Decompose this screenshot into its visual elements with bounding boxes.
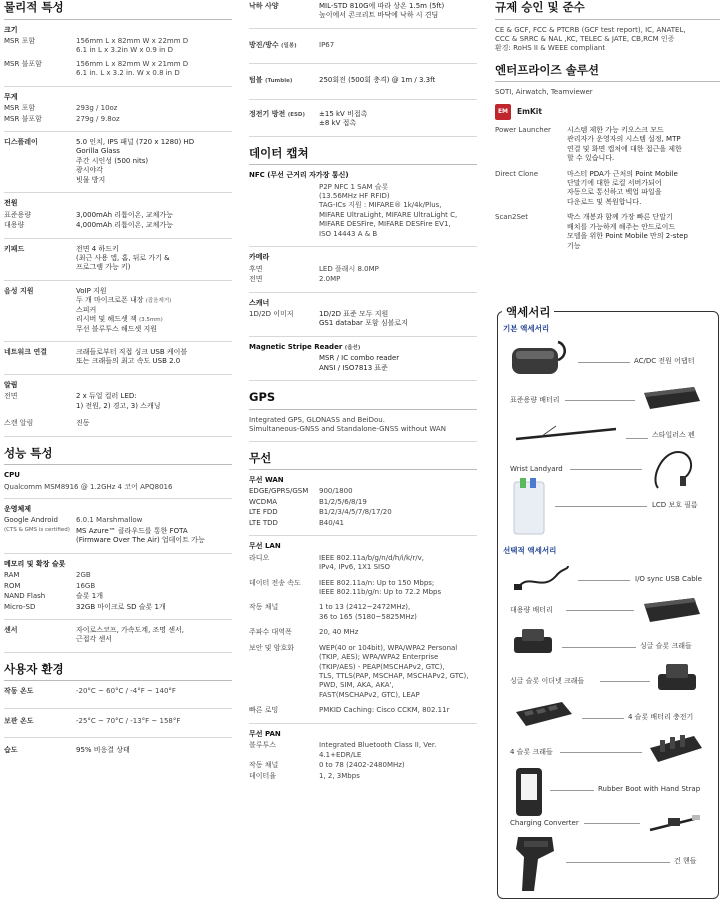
mem-rom-val: 16GB	[76, 581, 96, 590]
ip-label-note: (밀봉)	[281, 42, 297, 49]
capture-title: 데이터 캡쳐	[249, 143, 477, 166]
acc-battery: 표준용량 배터리	[510, 396, 560, 404]
lan-sec-val6: FAST(MSCHAPv2, GTC), LEAP	[319, 690, 420, 699]
acc-gun: 건 핸들	[674, 857, 697, 865]
pan-head: 무선 PAN	[249, 729, 281, 738]
lan-sec-val1: WEP(40 or 104bit), WPA/WPA2 Personal	[319, 643, 458, 652]
mem-sd-label: Micro-SD	[4, 602, 36, 611]
acc-usb: I/O sync USB Cable	[635, 575, 702, 583]
battery-image	[640, 385, 702, 411]
film-image	[512, 478, 548, 536]
mem-nand-label: NAND Flash	[4, 592, 46, 601]
display-val4: 광시야각	[76, 166, 104, 175]
display-group	[4, 138, 232, 193]
tumble-label: 텀블	[249, 76, 263, 85]
stylus-leader-line	[626, 438, 648, 439]
msr-head-note: (옵션)	[344, 344, 361, 351]
pl-val2: 관리자가 운영자의 시스템 설정, MTP	[567, 135, 681, 144]
pan-label1: 블루투스	[249, 741, 277, 750]
physical-title: 물리적 특성	[4, 0, 232, 20]
notif-scan-label: 스캔 알림	[4, 419, 34, 428]
msr-val1: MSR / IC combo reader	[319, 354, 400, 363]
wan-head: 무선 WAN	[249, 476, 284, 485]
audio-val4-note: (3.5mm)	[139, 317, 163, 324]
cpu-group	[4, 471, 232, 499]
reg-title: 규제 승인 및 준수	[495, 0, 720, 20]
tumble-label-note: (Tumble)	[264, 78, 293, 85]
wan-label4: LTE TDD	[249, 518, 278, 527]
pan-label2: 작동 채널	[249, 761, 279, 770]
conv-image	[646, 812, 702, 836]
lan-radio-val1: IEEE 802.11a/b/g/n/d/h/i/k/r/v,	[319, 553, 425, 562]
wan-val2: B1/2/5/6/8/19	[319, 497, 367, 506]
os-val3: (Firmware Over The Air) 업데이트 가능	[76, 536, 205, 545]
nfc-val5: MIFARE DESFire, MIFARE DESFire EV1,	[319, 220, 451, 229]
dc-label: Direct Clone	[495, 169, 539, 178]
bigbat-image	[640, 596, 702, 624]
audio-val1: VoIP 지원	[76, 286, 107, 295]
column-right	[495, 0, 720, 257]
lan-radio-val2: IPv4, IPv6, 1X1 SISO	[319, 563, 391, 572]
lan-rate-val1: IEEE 802.11a/n: Up to 150 Mbps;	[319, 578, 435, 587]
gps-val1: Integrated GPS, GLONASS and BeiDou.	[249, 415, 385, 424]
memory-group	[4, 560, 232, 620]
nfc-head: NFC (무선 근거리 자가장 통신)	[249, 171, 349, 180]
wireless-title: 무선	[249, 448, 477, 471]
msr-head: Magnetic Stripe Reader	[249, 342, 343, 351]
scan2set-row	[495, 213, 720, 251]
column-middle	[249, 0, 477, 794]
esd-label-note: (ESD)	[287, 111, 305, 118]
audio-label: 음성 지원	[4, 286, 34, 295]
lanyard-image	[648, 448, 698, 494]
audio-val4: 리시버 및 헤드셋 잭	[76, 315, 139, 324]
s2s-val4: 기능	[567, 241, 581, 250]
audio-group	[4, 287, 232, 342]
acc-film: LCD 보호 필름	[652, 501, 698, 509]
drop-label: 낙하 사양	[249, 2, 279, 10]
esd-group	[249, 106, 477, 137]
gun-image	[512, 833, 560, 895]
cradle1-leader-line	[562, 647, 636, 648]
acc-lanyard: Wrist Landyard	[510, 465, 563, 473]
film-leader-line	[555, 506, 647, 507]
perf-title: 성능 특성	[4, 443, 232, 466]
mem-ram-label: RAM	[4, 571, 20, 580]
power-large-val: 4,000mAh 리튬이온, 교체가능	[76, 221, 173, 230]
scan-label: 1D/2D 이미저	[249, 309, 294, 318]
ent-val: SOTI, Airwatch, Teamviewer	[495, 88, 593, 97]
wan-val4: B40/41	[319, 518, 344, 527]
os-group	[4, 505, 232, 554]
humid-group	[4, 746, 232, 764]
mem-nand-val: 슬롯 1개	[76, 592, 103, 601]
power-group	[4, 199, 232, 238]
wan-val1: 900/1800	[319, 487, 353, 496]
nfc-val2: (13.56MHz HF RFID)	[319, 192, 390, 201]
pl-val1: 시스템 제한 가능 키오스크 모드	[567, 125, 664, 134]
humid-val: 95% 비응결 상태	[76, 746, 130, 755]
adapter-image	[510, 338, 572, 378]
ip-val: IP67	[319, 40, 335, 49]
charger4-image	[512, 698, 576, 730]
op-temp-val: -20°C ~ 60°C / -4°F ~ 140°F	[76, 687, 176, 696]
cradle4-image	[648, 732, 704, 764]
st-temp-group	[4, 717, 232, 738]
scan-val1: 1D/2D 표준 모두 지원	[319, 309, 389, 318]
audio-val5: 무선 블루투스 해드셋 지원	[76, 324, 158, 333]
power-std-label: 표준용량	[4, 210, 32, 219]
pan-label3: 데이터율	[249, 771, 277, 780]
ip-group	[249, 35, 477, 64]
sensor-val2: 근접각 센서	[76, 635, 113, 644]
audio-val2-note: (잡음제거)	[145, 298, 172, 305]
size-msr-val2: 6.1 in L x 3.2in W x 0.9 in D	[76, 46, 174, 55]
humid-label: 습도	[4, 746, 18, 755]
cradle-single-image	[512, 627, 556, 655]
power-large-label: 대용량	[4, 221, 25, 230]
pan-val1: Integrated Bluetooth Class II, Ver. 4.1+EDR/LE	[319, 741, 437, 759]
adapter-leader-line	[578, 362, 630, 363]
wan-val3: B1/2/3/4/5/7/8/17/20	[319, 508, 392, 517]
usb-cable-image	[512, 562, 572, 594]
cpu-head: CPU	[4, 471, 20, 480]
acc-stylus: 스타일러스 펜	[652, 431, 695, 439]
gps-val2: Simultaneous-GNSS and Standalone-GNSS without WAN	[249, 425, 446, 434]
cam-front-val: 2.0MP	[319, 275, 341, 284]
notif-head: 알림	[4, 380, 18, 389]
size-head: 크기	[4, 25, 18, 34]
keypad-val1: 전면 4 하드키	[76, 244, 119, 253]
power-std-val: 3,000mAh 리튬이온, 교체가능	[76, 210, 173, 219]
wan-label1: EDGE/GPRS/GSM	[249, 487, 309, 496]
weight-msr-val: 293g / 10oz	[76, 104, 118, 113]
network-group	[4, 348, 232, 375]
size-msr-val1: 156mm L x 82mm W x 22mm D	[76, 36, 189, 45]
lan-head: 무선 LAN	[249, 542, 281, 551]
ent-title: 엔터프라이즈 솔루션	[495, 60, 720, 83]
weight-nomsr-label: MSR 불포함	[4, 114, 42, 123]
camera-group	[249, 253, 477, 292]
cam-front-label: 전면	[249, 275, 263, 284]
basic-acc-title: 기본 액세서리	[503, 324, 550, 333]
dc-val2: 단말기에 대한 로컬 서버가되어	[567, 178, 662, 187]
st-temp-label: 보관 온도	[4, 716, 34, 725]
lan-radio-label: 라디오	[249, 553, 270, 562]
drop-val2: 높이에서 콘크리트 바닥에 낙하 시 견딤	[319, 11, 439, 20]
scan-val2: GS1 databar 포함 심볼로지	[319, 319, 408, 328]
scan-head: 스캐너	[249, 298, 270, 307]
dc-val4: 다운로드 및 복원합니다.	[567, 197, 642, 206]
nfc-val3: TAG-ICs 지원 : MIFARE® 1k/4k/Plus,	[319, 201, 442, 210]
display-val5: 빗물 방지	[76, 175, 106, 184]
sensor-val1: 자이로스코프, 가속도계, 조명 센서,	[76, 625, 185, 634]
cradle4-leader-line	[560, 752, 642, 753]
boot-leader-line	[550, 790, 594, 791]
acc-conv: Charging Converter	[510, 819, 579, 827]
sensor-label: 센서	[4, 625, 18, 634]
reg-val3: 환경: RoHS II & WEEE compliant	[495, 44, 606, 53]
reg-val2: CCC & SRRC & NAL ,KC, TELEC & JATE, CB,RCM 인증	[495, 34, 675, 43]
emkit-name: EmKit	[517, 106, 542, 116]
mem-head: 메모리 및 확장 슬롯	[4, 559, 66, 568]
size-nomsr-val2: 6.1 in. L x 3.2 in. W x 0.8 in D	[76, 69, 180, 78]
pan-val3: 1, 2, 3Mbps	[319, 771, 360, 780]
scanner-group	[249, 299, 477, 337]
cradle-eth-image	[656, 662, 700, 692]
op-temp-label: 작동 온도	[4, 687, 34, 696]
mem-ram-val: 2GB	[76, 571, 91, 580]
nfc-group	[249, 171, 477, 247]
mem-rom-label: ROM	[4, 581, 21, 590]
reg-text	[495, 26, 720, 54]
esd-val1: ±15 kV 비접촉	[319, 109, 368, 118]
battery-leader-line	[565, 400, 635, 401]
stylus-image	[512, 424, 622, 444]
display-val3: 주간 시인성 (500 nits)	[76, 156, 149, 165]
audio-val3: 스피커	[76, 305, 97, 314]
size-nomsr-label: MSR 불포함	[4, 59, 42, 68]
pan-val2: 0 to 78 (2402-2480MHz)	[319, 761, 405, 770]
network-val1: 크래들로부터 직접 싱크 USB 케이블	[76, 348, 188, 357]
lan-roam-val: PMKID Caching: Cisco CCKM, 802.11r	[319, 706, 450, 715]
esd-label: 정전기 방전	[249, 109, 286, 118]
lan-sec-val4: TLS, TTLS(PAP, MSCHAP, MSCHAPv2, GTC),	[319, 672, 469, 681]
os-head: 운영체제	[4, 505, 32, 514]
lan-freq-val: 20, 40 MHz	[319, 628, 359, 637]
lan-roam-label: 빠른 로밍	[249, 706, 279, 715]
sensor-group	[4, 626, 232, 653]
dc-val3: 자동으로 통신하고 백업 파일을	[567, 188, 662, 197]
power-head: 전원	[4, 199, 18, 208]
wan-label3: LTE FDD	[249, 508, 278, 517]
wan-label2: WCDMA	[249, 497, 278, 506]
os-label1: Google Android	[4, 516, 58, 525]
charger4-leader-line	[582, 718, 624, 719]
acc-charger4: 4 슬롯 배터리 충전기	[628, 713, 694, 721]
acc-cradle-eth: 싱글 슬롯 이더넷 크래들	[510, 677, 585, 685]
cpu-val: Qualcomm MSM8916 @ 1.2GHz 4 코어 APQ8016	[4, 482, 173, 491]
acc-boot: Rubber Boot with Hand Strap	[598, 785, 701, 793]
keypad-group	[4, 245, 232, 281]
lan-group	[249, 542, 477, 724]
lan-sec-val5: PWD, SIM, AKA, AKA',	[319, 681, 394, 690]
nfc-val1: P2P NFC 1 SAM 슬롯	[319, 182, 389, 191]
s2s-val1: 박스 개봉과 함께 가장 빠른 단말기	[567, 213, 673, 222]
size-msr-label: MSR 포함	[4, 36, 36, 45]
weight-msr-label: MSR 포함	[4, 104, 36, 113]
lan-rate-val2: IEEE 802.11b/g/n: Up to 72.2 Mbps	[319, 587, 442, 596]
lan-freq-label: 주파수 대역폭	[249, 628, 292, 637]
power-launcher-row	[495, 126, 720, 164]
weight-nomsr-val: 279g / 9.8oz	[76, 114, 120, 123]
audio-val2: 두 개 마이크로폰 내장	[76, 296, 146, 305]
acc-adapter: AC/DC 전원 어댑터	[634, 357, 695, 365]
pl-val3: 연결 및 화면 캡처에 대한 접근을 제한	[567, 144, 682, 153]
conv-leader-line	[584, 823, 640, 824]
ip-label: 방진/방수	[249, 40, 279, 49]
notif-front-label: 전면	[4, 392, 18, 401]
msr-group	[249, 343, 477, 381]
weight-head: 무게	[4, 92, 18, 101]
usb-leader-line	[578, 580, 630, 581]
drop-group	[249, 0, 477, 29]
lan-sec-label: 보안 및 암호화	[249, 643, 295, 652]
notif-front-val1: 2 x 듀얼 컬러 LED:	[76, 392, 137, 401]
s2s-val2: 배치를 가능하게 해주는 안드로이드	[567, 222, 676, 231]
acc-bigbat: 대용량 배터리	[510, 606, 553, 614]
notif-group	[4, 381, 232, 437]
lan-sec-val2: (TKIP, AES); WPA/WPA2 Enterprise	[319, 653, 439, 662]
keypad-val2: (최근 사용 앱, 홈, 뒤로 가기 &	[76, 253, 170, 262]
os-val1: 6.0.1 Marshmallow	[76, 516, 143, 525]
keypad-label: 키패드	[4, 244, 25, 253]
tumble-val: 250회전 (500회 충격) @ 1m / 3.3ft	[319, 76, 436, 85]
reg-val1: CE & GCF, FCC & PTCRB (GCF test report), IC, ANATEL,	[495, 25, 686, 34]
acc-title: 액세서리	[502, 305, 554, 321]
s2s-val3: 모델을 위한 Point Mobile 만의 2-step	[567, 232, 688, 241]
bigbat-leader-line	[566, 610, 634, 611]
mem-sd-val: 32GB 마이크로 SD 슬롯 1개	[76, 602, 166, 611]
lanyard-leader-line	[570, 469, 642, 470]
lan-ch-val2: 36 to 165 (5180~5825MHz)	[319, 612, 417, 621]
keypad-val3: 프로그램 가능 키)	[76, 263, 131, 272]
cam-head: 카메라	[249, 253, 270, 262]
network-label: 네트워크 연결	[4, 348, 48, 357]
cam-rear-val: LED 플래시 8.0MP	[319, 264, 379, 273]
lan-ch-label: 작동 채널	[249, 603, 279, 612]
size-nomsr-val1: 156mm L x 82mm W x 21mm D	[76, 59, 189, 68]
st-temp-val: -25°C ~ 70°C / -13°F ~ 158°F	[76, 716, 181, 725]
drop-val1: MIL-STD 810G에 따라 상온 1.5m (5ft)	[319, 2, 445, 10]
lan-ch-val1: 1 to 13 (2412~2472MHz),	[319, 603, 411, 612]
op-temp-group	[4, 687, 232, 708]
dc-val1: 마스터 PDA가 근처의 Point Mobile	[567, 169, 678, 178]
gps-title: GPS	[249, 387, 477, 410]
size-group	[4, 26, 232, 87]
msr-val2: ANSI / ISO7813 표준	[319, 363, 388, 372]
network-val2: 또는 크래들의 최고 속도 USB 2.0	[76, 357, 181, 366]
display-val2: Gorilla Glass	[76, 147, 120, 156]
notif-scan-val: 진동	[76, 419, 90, 428]
column-left	[4, 0, 232, 771]
acc-cradle4: 4 슬롯 크래들	[510, 748, 553, 756]
cradle-eth-leader-line	[600, 681, 650, 682]
gps-group	[249, 416, 477, 442]
env-title: 사용자 환경	[4, 659, 232, 682]
acc-cradle1: 싱글 슬롯 크래들	[640, 642, 692, 650]
lan-rate-label: 데이터 전송 속도	[249, 578, 301, 587]
nfc-val6: ISO 14443 A & B	[319, 229, 378, 238]
emkit-logo-icon: EM	[495, 104, 511, 120]
direct-clone-row	[495, 170, 720, 208]
emkit-brand	[495, 104, 720, 120]
wan-group	[249, 476, 477, 536]
pan-group	[249, 730, 477, 788]
weight-group	[4, 93, 232, 132]
display-val1: 5.0 인치, IPS 패널 (720 x 1280) HD	[76, 138, 195, 147]
nfc-val4: MIFARE UltraLight, MIFARE UltraLight C,	[319, 210, 458, 219]
cam-rear-label: 후면	[249, 264, 263, 273]
gun-leader-line	[566, 862, 670, 863]
os-label2: (CTS & GMS is certified)	[4, 526, 70, 533]
opt-acc-title: 선택적 액세서리	[503, 546, 557, 555]
tumble-group	[249, 70, 477, 99]
os-val2: MS Azure™ 클라우드를 통한 FOTA	[76, 526, 188, 535]
esd-val2: ±8 kV 접촉	[319, 119, 357, 128]
pl-label: Power Launcher	[495, 125, 551, 134]
s2s-label: Scan2Set	[495, 213, 528, 222]
lan-sec-val3: (TKIP/AES) - PEAP(MSCHAPv2, GTC),	[319, 662, 445, 671]
display-label: 디스플레이	[4, 138, 38, 147]
boot-image	[512, 766, 546, 818]
pl-val4: 할 수 있습니다.	[567, 154, 615, 163]
notif-front-val2: 1) 전원, 2) 경고, 3) 스캐닝	[76, 401, 161, 410]
